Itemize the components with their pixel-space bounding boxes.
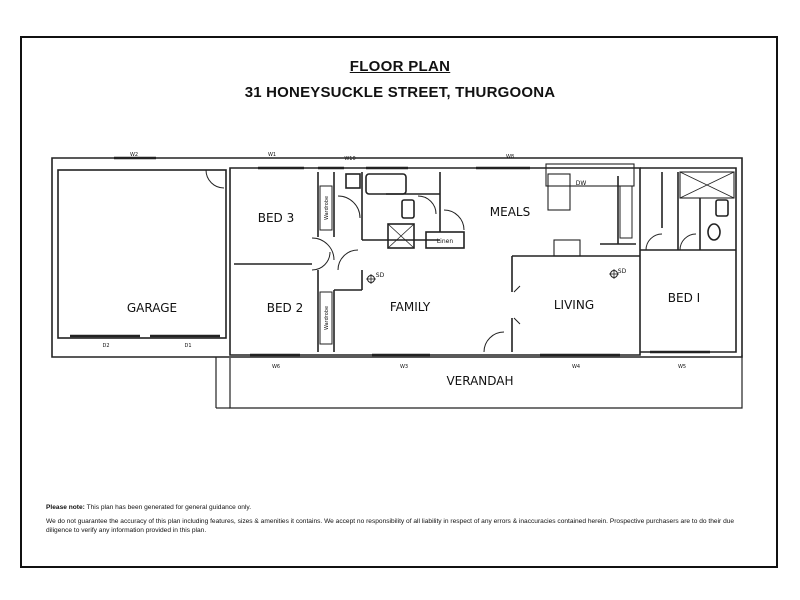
dishwasher-label: DW bbox=[575, 180, 587, 187]
room-bed1: BED I bbox=[667, 291, 701, 305]
plan-note bbox=[46, 503, 251, 512]
room-meals: MEALS bbox=[489, 205, 531, 219]
smoke-detector-label-family: SD bbox=[375, 272, 385, 279]
outer-wall bbox=[52, 158, 742, 357]
door-code: D1 bbox=[184, 343, 192, 349]
room-family: FAMILY bbox=[389, 300, 431, 314]
plan-address: 31 HONEYSUCKLE STREET, THURGOONA bbox=[244, 84, 556, 101]
window-code: W6 bbox=[271, 364, 281, 370]
window-code: W3 bbox=[399, 364, 409, 370]
door-code: D2 bbox=[102, 343, 110, 349]
window-code: W8 bbox=[505, 154, 515, 160]
smoke-detector-label-living: SD bbox=[617, 268, 627, 275]
window-code: W1 bbox=[267, 152, 277, 158]
bed1-wall bbox=[640, 168, 736, 352]
linen-label: Linen bbox=[436, 238, 454, 245]
house-wall bbox=[230, 168, 640, 355]
room-living: LIVING bbox=[553, 298, 595, 312]
room-verandah: VERANDAH bbox=[446, 374, 514, 388]
window-code: W2 bbox=[129, 152, 139, 158]
plan-disclaimer: We do not guarantee the accuracy of this plan including features, sizes & amenities it contains. We accept no responsibility of all liability in respect of any errors & inaccuracies contained herein. Prospective purchasers are to do their due diligence to verify any information provided in this plan. bbox=[46, 518, 735, 534]
window-code: W4 bbox=[571, 364, 581, 370]
note-label: Please note: bbox=[46, 504, 85, 511]
wardrobe-bed2-label: Wardrobe bbox=[324, 305, 330, 331]
room-garage: GARAGE bbox=[126, 301, 178, 315]
window-code: W5 bbox=[677, 364, 687, 370]
plan-title: FLOOR PLAN bbox=[349, 58, 451, 75]
wardrobe-bed3-label: Wardrobe bbox=[324, 195, 330, 221]
note-text: This plan has been generated for general guidance only. bbox=[86, 504, 252, 511]
room-bed2: BED 2 bbox=[266, 301, 304, 315]
room-bed3: BED 3 bbox=[257, 211, 295, 225]
window-code: W10 bbox=[344, 156, 356, 162]
